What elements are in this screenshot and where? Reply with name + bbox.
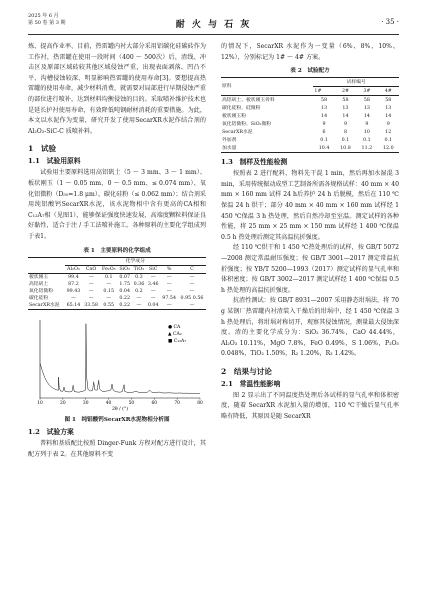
- table1-col-header: CaO: [85, 266, 97, 272]
- xrd-x-tick-label: 20: [60, 400, 66, 406]
- section-heading-results: 2 结果与讨论: [221, 366, 272, 376]
- table1-cell: 0.36: [133, 281, 145, 287]
- table1-cell: 65.14: [66, 302, 81, 308]
- journal-title: 耐 火 与 石 灰: [175, 20, 252, 30]
- table1-cell: 99.4: [68, 274, 79, 280]
- table2-group-header: 试样编号: [313, 78, 399, 87]
- table2-cell: 板状刚玉粉: [222, 113, 246, 119]
- table1-cell: —: [189, 302, 195, 308]
- table2-col-header: 3#: [363, 88, 371, 94]
- table1-cell: —: [166, 302, 172, 308]
- issue-date: 2025 年 6 月: [28, 13, 59, 19]
- results-paragraph: 图 2 显示出了不同温度热处理后各试样的显气孔率和体积密度，随着 SecarXR 水泥加入量的增加，110 ℃干燥后显气孔率略有降低，其原因是随 SecarXR: [221, 391, 399, 421]
- table2-cell: 8: [343, 129, 347, 135]
- table2-row: [221, 144, 399, 153]
- table1-col-header: C: [190, 266, 194, 272]
- table2-cell: 13: [363, 105, 370, 111]
- table1-cell: 0.55: [103, 302, 115, 308]
- table1-cell: 氧化铝微粉: [29, 288, 53, 294]
- xrd-legend: [168, 324, 186, 344]
- table1-col-header: Al₂O₃: [67, 266, 80, 272]
- table1-cell: —: [166, 274, 172, 280]
- subsection-heading-materials: 1.1 试验用原料: [28, 157, 81, 166]
- left-column: [28, 42, 206, 460]
- table1-cell: SecarXR水泥: [29, 302, 60, 308]
- table1-col-header: SiO₂: [119, 266, 131, 272]
- table2-caption: 表 2 试验配方: [290, 68, 330, 75]
- table2-cell: 9: [322, 121, 326, 127]
- table2-cell: 碳化硅粉、硅微粉: [222, 105, 261, 111]
- table1-cell: —: [150, 274, 156, 280]
- right-column: [221, 42, 399, 423]
- table2-cell: 10: [363, 129, 370, 135]
- table1-cell: 0.22: [119, 302, 131, 308]
- table2-raw-material-header: 原料: [222, 84, 232, 90]
- table1-row: [28, 302, 206, 310]
- table1-cell: —: [189, 288, 195, 294]
- table1-cell: 0.04: [119, 288, 131, 294]
- subsection-heading-scheme: 1.2 试验方案: [28, 428, 74, 437]
- table1-cell: —: [106, 295, 112, 301]
- table1-cell: —: [189, 274, 195, 280]
- table2-cell: 58: [342, 97, 349, 103]
- table2-row: [221, 96, 399, 105]
- table1-cell: 99.43: [66, 288, 81, 294]
- table1-corner: [28, 257, 65, 273]
- intro-paragraph: 炼、提高作业率、目前，热雷罐内衬大部分采用铝碳化硅碳砖作为工作衬，热雷罐在使用一段时间（400 ～ 500次）后，渣线、冲击区及原部区域砖较其他区域侵蚀严重，出现表面剥落、凹凸不平、沟槽侵蚀较深、明显影响热雷罐的使用寿命[3]。要想提高热雷罐的使用寿命，减少材料消费，就需要对局部进行早期侵蚀严重的部位进行喷补，达到材料均衡侵蚀的目的。采取喷补维护技术也是延长护衬使用寿命，有效降低吨钢耐材消耗的重要措施。为此，本文以水泥作为变量，研究开发了使用SecarXR水泥作结合剂的 Al₂O₃-SiC-C 质喷补料。: [28, 43, 206, 135]
- xrd-legend-entry: ● CA: [168, 324, 181, 330]
- table2-col-header: 4#: [384, 88, 392, 94]
- running-header: [28, 12, 399, 35]
- table1-caption: 表 1 主要原料的化学组成: [83, 247, 151, 254]
- table1-cell: —: [136, 295, 142, 301]
- table1-row: [28, 281, 206, 288]
- table1-cell: —: [88, 295, 94, 301]
- table1-cell: 3.46: [147, 281, 159, 287]
- table2-cell: 12: [385, 129, 392, 135]
- table1-cell: 0.95 0.56: [180, 295, 204, 301]
- subsection-heading-room-temp: 2.1 常温性能影响: [221, 379, 281, 388]
- table2-cell: 13: [385, 105, 392, 111]
- table2-cell: 13: [342, 105, 349, 111]
- table2-cell: 10.4: [318, 145, 330, 151]
- table1-cell: —: [71, 295, 76, 301]
- testing-paragraph: 经 110 ℃烘干和 1 450 ℃热处理后的试样，按 GB/T 5072—2008 测定常温耐压强度；按 GB/T 3001—2017 测定常温抗折强度；按 YB/T 5200—1993（2017）测定试样的显气孔率和体积密度；按 GB/T 3002—2017 测定试样经 1 400 ℃保温 0.5 h 热处理的高温抗折强度。: [221, 244, 399, 294]
- table2-cell: 12.0: [382, 145, 394, 151]
- slag-test-paragraph: 抗渣性测试：按 GB/T 8931—2007 采用静态坩埚法，将 70 g 某钢厂热雷罐内衬渣装入干燥后的坩埚中，经 1 450 ℃保温 3 h 热处理后，将坩埚对称切开，观察其侵蚀情况，测量最大侵蚀深度。渣的主要化学成分为：SiO₂ 36.74%，CaO 44.44%，Al₂O₃ 10.11%，MgO 7.8%，FeO 0.49%，S 1.06%，P₂O₅ 0.048%，TiO₂ 1.50%，R₂ 1.20%，R₃ 1.42%。: [221, 297, 399, 358]
- table2-col-header: 1#: [314, 88, 322, 94]
- table1-cell: 0.07: [119, 274, 131, 280]
- table2-cell: 14: [363, 113, 370, 119]
- sampling-paragraph: 按照表 2 进行配料，物料先干混 1 min，然后再加水湿混 3 min，采用传统振动成型工艺制备所需各规格试样：40 mm × 40 mm × 160 mm 试样 24 h后养护 24 h 后脱模，然后在 110 ℃保温 24 h 烘干；部分 40 mm × 40 mm × 160 mm 试样经 1 450 ℃保温 3 h 热处理，然后自然冷却至室温。测定试样的各种性能，将 25 mm × 25 mm × 150 mm 试样经 1 400 ℃保温 0.5 h 热处理后测定其高温抗折强度。: [221, 170, 399, 241]
- xrd-legend-entry: ▲ CA₂: [168, 331, 182, 337]
- table2-cell: 0.1: [384, 137, 393, 143]
- table1-cell: 0.04: [147, 302, 159, 308]
- table1-cell: 0.22: [119, 295, 131, 301]
- table1-cell: 1.75: [119, 281, 131, 287]
- table1-cell: 97.54: [162, 295, 177, 301]
- xrd-x-tick-label: 60: [151, 400, 158, 406]
- table1-cell: 87.2: [68, 281, 79, 287]
- table1-cell: —: [136, 302, 142, 308]
- table2-cell: 10.8: [340, 145, 351, 151]
- table2-cell: 14: [342, 113, 349, 119]
- table2-cell: 外加剂: [222, 137, 237, 143]
- xrd-x-tick-label: 70: [174, 400, 180, 406]
- table1-col-header: SiC: [148, 266, 158, 272]
- table2-row: [221, 112, 399, 120]
- table2-cell: 58: [363, 97, 370, 103]
- table1-col-header: Fe₂O₃: [101, 266, 116, 272]
- table2-cell: 14: [385, 113, 392, 119]
- table2-cell: 9: [365, 121, 369, 127]
- xrd-x-tick-label: 10: [37, 400, 43, 406]
- table2-formulation: [221, 77, 399, 153]
- table1-body: [28, 273, 206, 309]
- table1-cell: 板状刚玉: [29, 274, 49, 280]
- table2-cell: 58: [321, 97, 328, 103]
- table2-col-header: 2#: [341, 88, 350, 94]
- subsection-heading-sampling: 1.3 制样及性能检测: [221, 158, 288, 167]
- table1-cell: —: [189, 281, 195, 287]
- table1-cell: —: [150, 288, 156, 294]
- table1-cell: 0.15: [103, 288, 115, 294]
- table1-cell: 0.2: [135, 288, 143, 294]
- table1-cell: 0.3: [135, 274, 143, 280]
- table1-cell: —: [88, 281, 94, 287]
- table1-col-header: %: [166, 266, 172, 272]
- section-heading-experiment: 1 试验: [28, 144, 57, 154]
- xrd-pattern-chart: [28, 314, 206, 412]
- table2-cell: 0.1: [363, 137, 371, 143]
- table1-chemical-composition: [28, 257, 206, 310]
- issue-volume: 第 50 卷 第 3 期: [28, 19, 66, 26]
- materials-paragraph: 试验用主要原料选用高铝矾土（5 ～ 3 mm、3 ～ 1 mm）、板状刚玉（1 ～ 0.05 mm、0 ～ 0.5 mm、≤ 0.074 mm）、氧化铝微粉（D₅₀=1.8 μm）、碳化硅粉（≤ 0.062 mm）；结合剂采用纯铝酸钙SecarXR水泥，该水泥物相中含有更高的CA相和C₁₂A₇相（见图1），能够保证强度快速发展，高端度颗粒料保证良好黏性，适合于注 / 手工法喷补施工。各种原料的主要化学组成列于表1。: [28, 169, 206, 240]
- table2-cell: SecarXR水泥: [222, 129, 253, 135]
- table2-row: [221, 128, 399, 136]
- figure1-caption: 图 1 纯铝酸钙SecarXR水泥物相分析图: [64, 417, 170, 424]
- xrd-legend-entry: ■ C₁₂A₇: [168, 338, 187, 344]
- xrd-x-tick-label: 80: [197, 400, 203, 406]
- table1-cell: 高铝矾土: [29, 281, 49, 287]
- xrd-ticks: [37, 398, 203, 406]
- table1-group-header: 化学成分: [65, 257, 206, 265]
- table2-cell: 13: [321, 105, 328, 111]
- table1-cell: —: [88, 288, 94, 294]
- table1-cell: —: [88, 274, 94, 280]
- table2-row: [221, 104, 399, 112]
- table1-cell: —: [166, 281, 172, 287]
- table1-cell: —: [166, 288, 172, 294]
- table1-col-header: TiO₂: [133, 266, 145, 272]
- table1-cell: 碳化硅粉: [29, 295, 49, 301]
- table1-row: [28, 295, 206, 302]
- table2-cell: 0.1: [341, 137, 350, 143]
- table2-cell: 58: [385, 97, 392, 103]
- table2-body: [221, 96, 399, 153]
- table1-row: [28, 288, 206, 295]
- table2-cell: 0.1: [320, 137, 328, 143]
- table2-cell: 9: [343, 121, 347, 127]
- xrd-x-tick-label: 50: [128, 400, 135, 406]
- table1-cell: 33.58: [84, 302, 98, 308]
- scheme-continued-paragraph: 的情况下，SecarXR 水泥作为一变量（6%、8%、10%、12%），分别标记为 1# ～ 4# 方案。: [221, 43, 399, 61]
- table2-cell: 6: [322, 129, 326, 135]
- table2-cell: 氧化铝微粉、SiO₂微粉: [222, 121, 272, 127]
- xrd-x-tick-label: 30: [82, 400, 89, 406]
- table2-cell: 9: [386, 121, 390, 127]
- page-number: · 35 ·: [381, 18, 399, 26]
- table1-cell: —: [150, 295, 156, 301]
- xrd-x-tick-label: 40: [105, 400, 112, 406]
- table2-row: [221, 120, 399, 128]
- table2-cell: 11.2: [361, 145, 373, 151]
- table1-cell: —: [106, 281, 112, 287]
- table1-cell: 0.1: [104, 274, 113, 280]
- table2-cell: 14: [321, 113, 328, 119]
- xrd-x-axis-label: 2θ / (°): [111, 406, 129, 412]
- table1-row: [28, 273, 206, 281]
- table2-row: [221, 136, 399, 144]
- table2-cell: 高铝矾土、板状刚玉骨料: [222, 97, 275, 103]
- scheme-paragraph: 普料和基质配比按照 Dinger-Funk 方程对配方进行设计，其配方列于表 2。在其他原料不变: [28, 440, 206, 458]
- table2-cell: 加水量: [222, 145, 237, 151]
